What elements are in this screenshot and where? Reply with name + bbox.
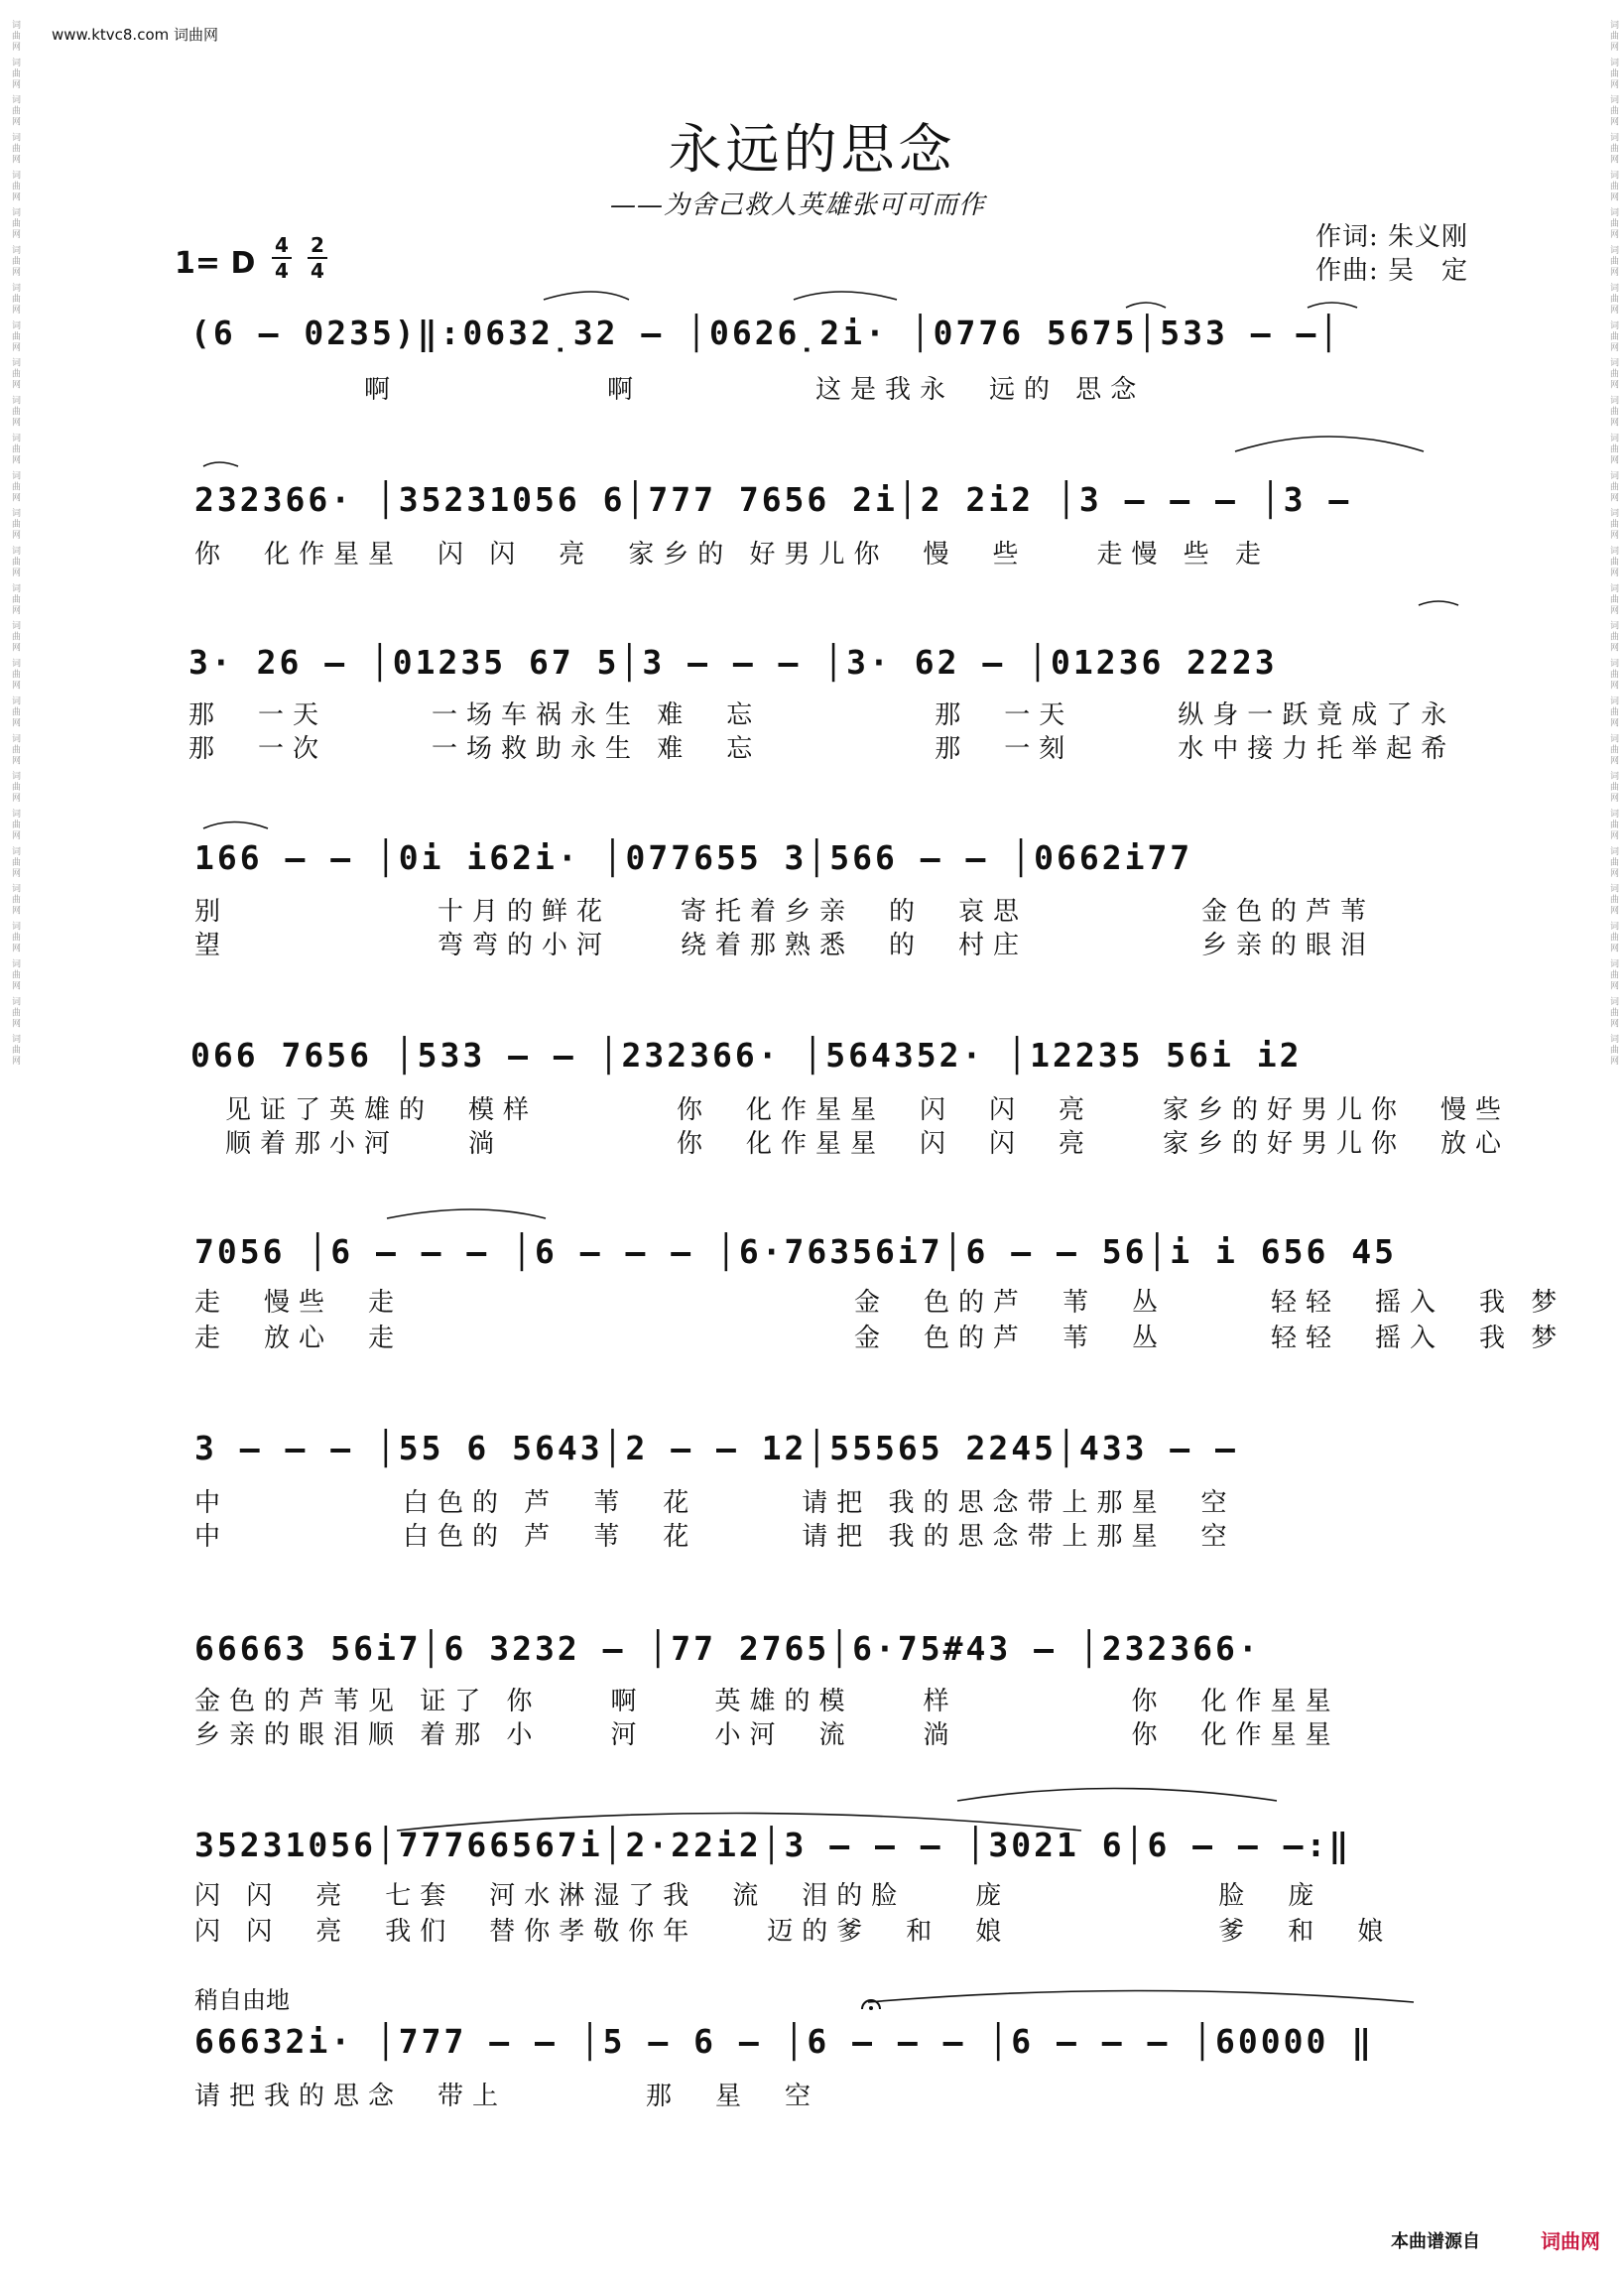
- notation-line-9: 35231056│77766567i│2·22i2│3 – – – │3021 6│6 – – –:‖: [194, 1826, 1352, 1864]
- footer-brand[interactable]: 词曲网: [1541, 2229, 1600, 2253]
- lyric-line-4a: 别 十月的鲜花 寄托着乡亲 的 哀思 金色的芦苇: [194, 897, 1376, 927]
- lyric-line-6b: 走 放心 走 金 色的芦 苇 丛 轻轻 摇入 我 梦: [194, 1324, 1566, 1353]
- lyric-line-6a: 走 慢些 走 金 色的芦 苇 丛 轻轻 摇入 我 梦: [194, 1288, 1566, 1318]
- lyric-line-9a: 闪 闪 亮 七套 河水淋湿了我 流 泪的脸 庞 脸 庞: [194, 1881, 1323, 1911]
- lyric-line-8b: 乡亲的眼泪顺 着那 小 河 小河 流 淌 你 化作星星: [194, 1720, 1340, 1750]
- notation-line-5: 066 7656 │533 – – │232366· │564352· │12235 56i i2: [190, 1036, 1303, 1075]
- song-subtitle: ——为舍己救人英雄张可可而作: [610, 190, 986, 220]
- notation-line-3: 3· 26 – │01235 67 5│3 – – – │3· 62 – │01236 2223: [188, 643, 1278, 682]
- watermark-right: 词曲网 词曲网 词曲网 词曲网 词曲网 词曲网 词曲网 词曲网 词曲网 词曲网 词曲网 词曲网 词曲网 词曲网 词曲网 词曲网 词曲网 词曲网 词曲网 词曲网 词曲网 词曲网 词曲网 词曲网 词曲网 词曲网 词曲网 词曲网: [1608, 20, 1618, 1068]
- song-title: 永远的思念: [668, 118, 956, 181]
- lyric-line-1: 啊 啊 这是我永 远的 思念: [190, 375, 1146, 405]
- notation-line-1: (6 – 0235)‖:0632̣32 – │0626̣2i· │0776 5675│533 – –│: [190, 314, 1342, 352]
- lyric-line-4b: 望 弯弯的小河 绕着那熟悉 的 村庄 乡亲的眼泪: [194, 931, 1376, 960]
- lyric-line-7a: 中 白色的 芦 苇 花 请把 我的思念带上那星 空: [194, 1488, 1236, 1518]
- time-signature-2-4: 2 4: [306, 234, 329, 282]
- time-signature-4-4: 4 4: [270, 234, 294, 282]
- lyric-line-10: 请把我的思念 带上 那 星 空: [194, 2082, 820, 2111]
- notation-line-10: 66632i· │777 – – │5 – 6 – │6 – – – │6 – – – │60000 ‖: [194, 2022, 1375, 2061]
- lyric-line-7b: 中 白色的 芦 苇 花 请把 我的思念带上那星 空: [194, 1522, 1236, 1552]
- lyric-line-3a: 那 一天 一场车祸永生 难 忘 那 一天 纵身一跃竟成了永: [188, 700, 1456, 730]
- lyric-line-2: 你 化作星星 闪 闪 亮 家乡的 好男儿你 慢 些 走慢 些 走: [194, 540, 1271, 569]
- lyricist-credit: 作词: 朱义刚: [1315, 222, 1469, 252]
- composer-credit: 作曲: 吴 定: [1315, 256, 1469, 286]
- key-signature: 1= D: [175, 246, 256, 281]
- notation-line-7: 3 – – – │55 6 5643│2 – – 12│55565 2245│433 – –: [194, 1429, 1238, 1467]
- site-url: www.ktvc8.com 词曲网: [52, 26, 219, 44]
- lyric-line-8a: 金色的芦苇见 证了 你 啊 英雄的模 样 你 化作星星: [194, 1687, 1340, 1716]
- notation-line-6: 7056 │6 – – – │6 – – – │6·76356i7│6 – – 56│i i 656 45: [194, 1232, 1397, 1271]
- watermark-left: 词曲网 词曲网 词曲网 词曲网 词曲网 词曲网 词曲网 词曲网 词曲网 词曲网 词曲网 词曲网 词曲网 词曲网 词曲网 词曲网 词曲网 词曲网 词曲网 词曲网 词曲网 词曲网 词曲网 词曲网 词曲网 词曲网 词曲网 词曲网: [10, 20, 20, 1068]
- tempo-marking: 稍自由地: [194, 1986, 290, 2014]
- notation-line-2: 232366· │35231056 6│777 7656 2i│2 2i2 │3 – – – │3 –: [194, 480, 1352, 519]
- lyric-line-5b: 顺着那小河 淌 你 化作星星 闪 闪 亮 家乡的好男儿你 放心: [190, 1129, 1511, 1159]
- source-note: 本曲谱源自: [1391, 2231, 1480, 2252]
- notation-line-4: 166 – – │0i i62i· │077655 3│566 – – │0662i77: [194, 838, 1193, 877]
- notation-line-8: 66663 56i7│6 3232 – │77 2765│6·75#43 – │232366·: [194, 1629, 1261, 1668]
- lyric-line-5a: 见证了英雄的 模样 你 化作星星 闪 闪 亮 家乡的好男儿你 慢些: [190, 1095, 1511, 1125]
- lyric-line-3b: 那 一次 一场救助永生 难 忘 那 一刻 水中接力托举起希: [188, 734, 1456, 764]
- lyric-line-9b: 闪 闪 亮 我们 替你孝敬你年 迈的爹 和 娘 爹 和 娘: [194, 1917, 1393, 1947]
